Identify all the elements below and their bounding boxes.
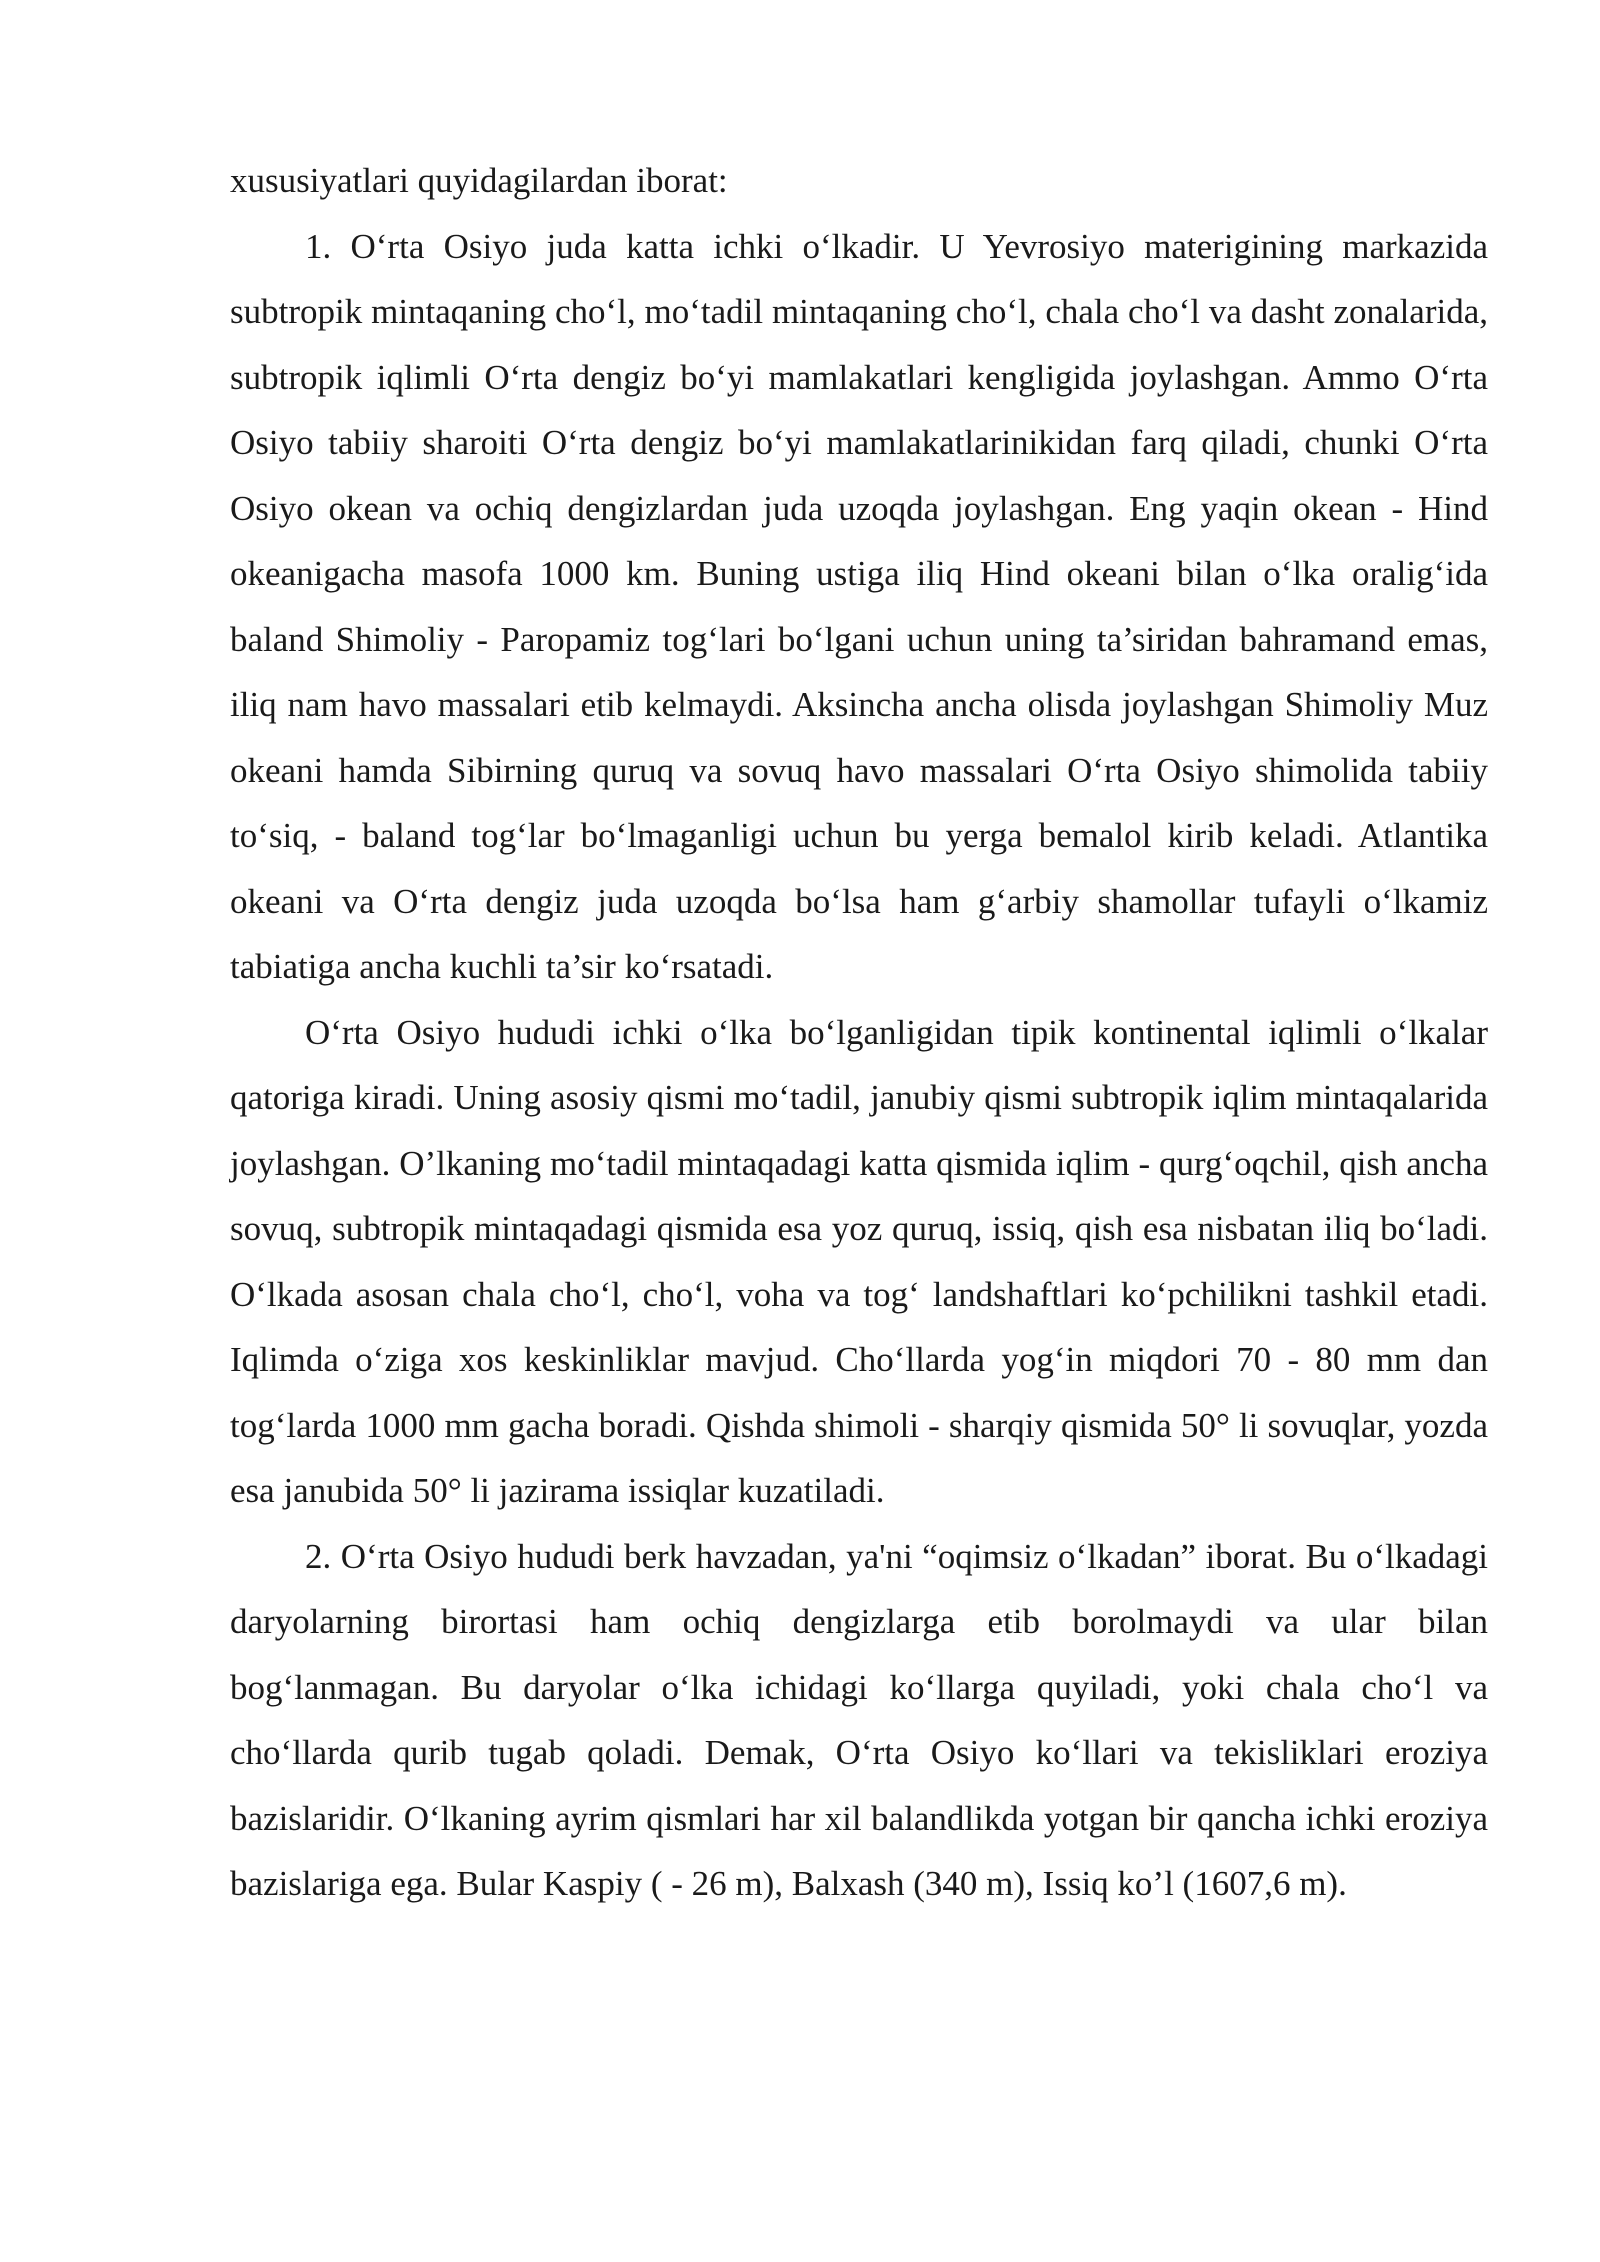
- paragraph-point-2: 2. O‘rta Osiyo hududi berk havzadan, ya'ni “oqimsiz o‘lkadan” iborat. Bu o‘lkadagi daryolarning birortasi ham ochiq dengizlarga etib borolmaydi va ular bilan bog‘lanmagan. Bu daryolar o‘lka ichidagi ko‘llarga quyiladi, yoki chala cho‘l va cho‘llarda qurib tugab qoladi. Demak, O‘rta Osiyo ko‘llari va tekisliklari eroziya bazislaridir. O‘lkaning ayrim qismlari har xil balandlikda yotgan bir qancha ichki eroziya bazislariga ega. Bular Kaspiy ( - 26 m), Balxash (340 m), Issiq ko’l (1607,6 m).: [230, 1536, 1488, 1903]
- paragraph-climate: O‘rta Osiyo hududi ichki o‘lka bo‘lganligidan tipik kontinental iqlimli o‘lkalar qatoriga kiradi. Uning asosiy qismi mo‘tadil, janubiy qismi subtropik iqlim mintaqalarida joylashgan. O’lkaning mo‘tadil mintaqadagi katta qismida iqlim - qurg‘oqchil, qish ancha sovuq, subtropik mintaqadagi qismida esa yoz quruq, issiq, qish esa nisbatan iliq bo‘ladi. O‘lkada asosan chala cho‘l, cho‘l, voha va tog‘ landshaftlari ko‘pchilikni tashkil etadi. Iqlimda o‘ziga xos keskinliklar mavjud. Cho‘llarda yog‘in miqdori 70 - 80 mm dan tog‘larda 1000 mm gacha boradi. Qishda shimoli - sharqiy qismida 50° li sovuqlar, yozda esa janubida 50° li jazirama issiqlar kuzatiladi.: [230, 1012, 1488, 1510]
- document-body: [230, 148, 1488, 1917]
- paragraph-point-1: 1. O‘rta Osiyo juda katta ichki o‘lkadir. U Yevrosiyo materigining markazida subtropik mintaqaning cho‘l, mo‘tadil mintaqaning cho‘l, chala cho‘l va dasht zonalarida, subtropik iqlimli O‘rta dengiz bo‘yi mamlakatlari kengligida joylashgan. Ammo O‘rta Osiyo tabiiy sharoiti O‘rta dengiz bo‘yi mamlakatlarinikidan farq qiladi, chunki O‘rta Osiyo okean va ochiq dengizlardan juda uzoqda joylashgan. Eng yaqin okean - Hind okeanigacha masofa 1000 km. Buning ustiga iliq Hind okeani bilan o‘lka oralig‘ida baland Shimoliy - Paropamiz tog‘lari bo‘lgani uchun uning ta’siridan bahramand emas, iliq nam havo massalari etib kelmaydi. Aksincha ancha olisda joylashgan Shimoliy Muz okeani hamda Sibirning quruq va sovuq havo massalari O‘rta Osiyo shimolida tabiiy to‘siq, - baland tog‘lar bo‘lmaganligi uchun bu yerga bemalol kirib keladi. Atlantika okeani va O‘rta dengiz juda uzoqda bo‘lsa ham g‘arbiy shamollar tufayli o‘lkamiz tabiatiga ancha kuchli ta’sir ko‘rsatadi.: [230, 226, 1488, 986]
- paragraph-intro-continuation: xususiyatlari quyidagilardan iborat:: [230, 161, 728, 200]
